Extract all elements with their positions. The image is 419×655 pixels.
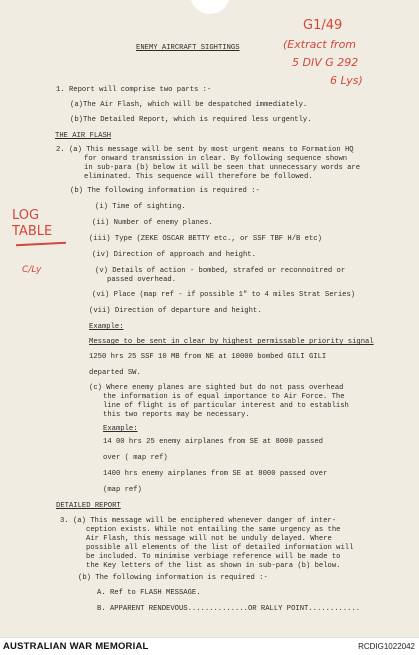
document-title: ENEMY AIRCRAFT SIGHTINGS	[136, 44, 240, 52]
item-vi: (vi) Place (map ref - if possible 1" to 4 miles Strat Series)	[92, 291, 356, 299]
item-a: A. Ref to FLASH MESSAGE.	[97, 589, 201, 597]
example2-line4: (map ref)	[103, 486, 142, 494]
annotation-cly: C/Ly	[22, 265, 42, 275]
annotation-underline	[16, 242, 66, 247]
annotation-file-ref: G1/49	[303, 18, 343, 33]
example2-label: Example:	[103, 425, 138, 433]
heading-air-flash: THE AIR FLASH	[55, 132, 112, 140]
para-3a-line5: be included. To minimise verbiage reference will be made to	[86, 553, 341, 561]
para-2a-line4: eliminated. This sequence will therefore be followed.	[84, 173, 313, 181]
para-1a: (a)The Air Flash, which will be despatched immediately.	[70, 101, 308, 109]
para-2a-line2: for onward transmission in clear. By following sequence shown	[84, 155, 348, 163]
item-ii: (ii) Number of enemy planes.	[92, 219, 213, 227]
para-1: 1. Report will comprise two parts :-	[56, 86, 212, 94]
example-label: Example:	[89, 323, 124, 331]
para-2c-line3: line of flight is of particular interest and to establish	[103, 402, 349, 410]
para-2c-line1: (c) Where enemy planes are sighted but do not pass overhead	[89, 384, 344, 392]
footer-institution: AUSTRALIAN WAR MEMORIAL	[3, 641, 149, 652]
para-2b: (b) The following information is required :-	[70, 187, 260, 195]
para-3a-line6: the Key letters of the list as shown in sub-para (b) below.	[86, 562, 341, 570]
para-1b: (b)The Detailed Report, which is required less urgently.	[70, 116, 312, 124]
item-iii: (iii) Type (ZEKE OSCAR BETTY etc., or SSF TBF H/B etc)	[89, 235, 322, 243]
para-3a-line4: possible all elements of the list of detailed information will	[86, 544, 354, 552]
annotation-division: 5 DIV G 292	[292, 56, 359, 69]
annotation-log: LOG	[12, 208, 40, 223]
annotation-extract: (Extract from	[283, 38, 357, 51]
example-line1: 1250 hrs 25 SSF 10 MB from NE at 10000 bombed GILI GILI	[89, 353, 327, 361]
para-3a-line3: Air Flash, this message will not be unduly delayed. Where	[86, 535, 332, 543]
annotation-table: TABLE	[12, 224, 53, 239]
footer-record-id: RCDIG1022042	[358, 642, 415, 651]
para-2a-line1: 2. (a) This message will be sent by most urgent means to Formation HQ	[56, 146, 354, 154]
annotation-lys: 6 Lys)	[330, 74, 363, 87]
item-v: (v) Details of action - bombed, strafed or reconnoitred or	[95, 267, 346, 275]
para-3a-line2: ception exists. While not entailing the same urgency as the	[86, 526, 341, 534]
para-2c-line2: the information is of equal importance to Air Force. The	[103, 393, 345, 401]
item-iv: (iv) Direction of approach and height.	[92, 251, 256, 259]
item-b: B. APPARENT RENDEVOUS..............OR RALLY POINT............	[97, 605, 361, 613]
example2-line2: over ( map ref)	[103, 454, 168, 462]
item-i: (i) Time of sighting.	[95, 203, 186, 211]
example2-line1: 14 00 hrs 25 enemy airplanes from SE at 8000 passed	[103, 438, 323, 446]
para-2c-line4: this two reports may be necessary.	[103, 411, 250, 419]
para-3a-line1: 3. (a) This message will be enciphered whenever danger of inter-	[60, 517, 337, 525]
para-2a-line3: in sub-para (b) below it will be seen that unnecessary words are	[84, 164, 361, 172]
para-3b: (b) The following information is required :-	[78, 574, 268, 582]
footer-bar	[0, 637, 419, 655]
heading-detailed-report: DETAILED REPORT	[56, 502, 121, 510]
torn-corner	[190, 0, 230, 14]
example-heading: Message to be sent in clear by highest permissable priority signal	[89, 338, 374, 346]
item-vii: (vii) Direction of departure and height.	[89, 307, 262, 315]
example2-line3: 1400 hrs enemy airplanes from SE at 8000 passed over	[103, 470, 328, 478]
item-v-cont: passed overhead.	[107, 276, 177, 284]
example-line2: departed SW.	[89, 369, 141, 377]
